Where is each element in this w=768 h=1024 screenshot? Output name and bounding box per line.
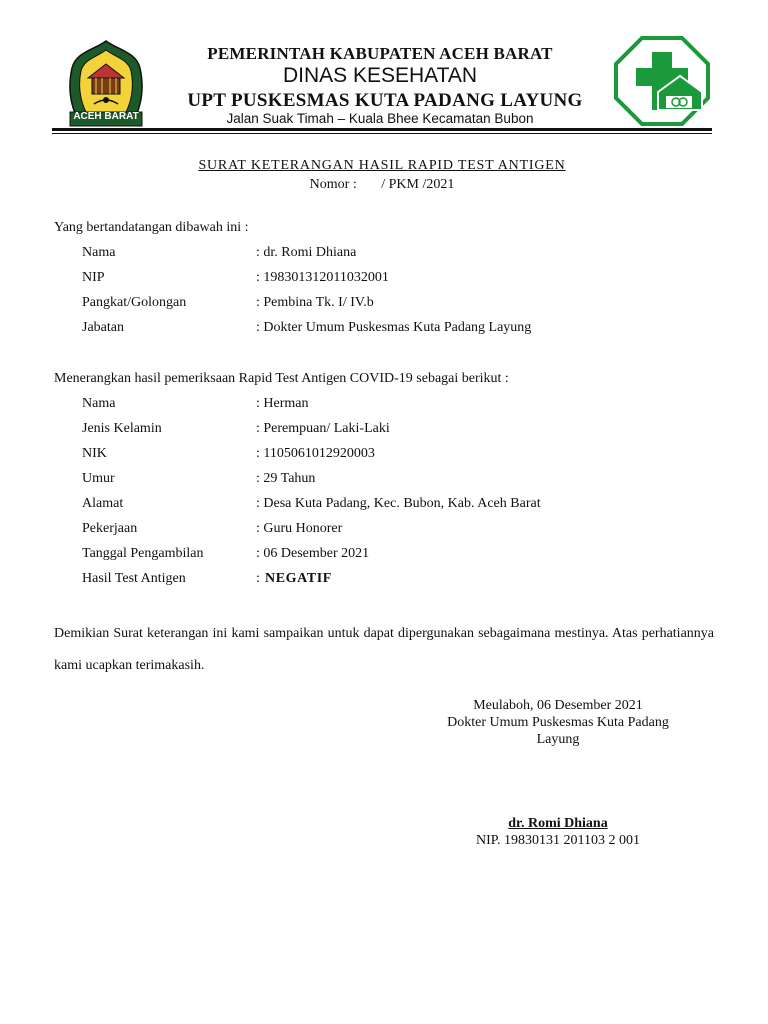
letter-title: SURAT KETERANGAN HASIL RAPID TEST ANTIGEN [198,158,566,173]
sampling-date-value: : 06 Desember 2021 [256,546,370,561]
statement-text: Menerangkan hasil pemeriksaan Rapid Test Antigen COVID-19 sebagai berikut : [54,371,509,386]
signer-nip-value: : 198301312011032001 [256,270,389,285]
signature-place-date: Meulaboh, 06 Desember 2021 [473,698,643,713]
letter-number: Nomor : / PKM /2021 [309,177,455,192]
header-divider-thin [52,133,712,134]
patient-age-value: : 29 Tahun [256,471,316,486]
closing-paragraph: Demikian Surat keterangan ini kami sampaikan untuk dapat dipergunakan sebagaimana mestinya. Atas perhatiannya kami ucapkan terimakasih. [54,626,714,673]
signature-position-line2: Layung [536,732,580,747]
patient-name-value: : Herman [256,396,309,411]
patient-age-label: Umur [82,471,115,486]
signer-position-label: Jabatan [82,320,124,335]
signer-name-value: : dr. Romi Dhiana [256,245,357,260]
puskesmas-cross-house-logo-icon [614,36,710,126]
header-divider-thick [52,128,712,131]
signature-position-line1: Dokter Umum Puskesmas Kuta Padang [447,715,669,730]
test-result-colon: : [256,571,260,586]
signer-rank-label: Pangkat/Golongan [82,295,187,310]
patient-address-label: Alamat [82,496,124,511]
signer-rank-value: : Pembina Tk. I/ IV.b [256,295,374,310]
patient-name-label: Nama [82,396,116,411]
test-result-label: Hasil Test Antigen [82,571,186,586]
header-institution: UPT PUSKESMAS KUTA PADANG LAYUNG [187,90,583,111]
patient-gender-label: Jenis Kelamin [82,421,162,436]
patient-occupation-label: Pekerjaan [82,521,138,536]
header-department: DINAS KESEHATAN [282,64,478,87]
patient-nik-value: : 1105061012920003 [256,446,375,461]
sampling-date-label: Tanggal Pengambilan [82,546,204,561]
header-address: Jalan Suak Timah – Kuala Bhee Kecamatan Bubon [226,111,534,126]
signature-nip: NIP. 19830131 201103 2 001 [476,833,640,848]
patient-address-value: : Desa Kuta Padang, Kec. Bubon, Kab. Aceh Barat [256,496,541,511]
patient-occupation-value: : Guru Honorer [256,521,343,536]
test-result-value: NEGATIF [265,571,332,586]
patient-gender-value: : Perempuan/ Laki-Laki [256,421,390,436]
signer-position-value: : Dokter Umum Puskesmas Kuta Padang Layung [256,320,532,335]
signer-name-label: Nama [82,245,116,260]
header-government: PEMERINTAH KABUPATEN ACEH BARAT [207,44,553,63]
intro-text: Yang bertandatangan dibawah ini : [54,220,249,235]
patient-nik-label: NIK [82,446,107,461]
signer-nip-label: NIP [82,270,105,285]
aceh-barat-emblem-label: ACEH BARAT [73,111,139,122]
signature-name: dr. Romi Dhiana [508,816,608,831]
